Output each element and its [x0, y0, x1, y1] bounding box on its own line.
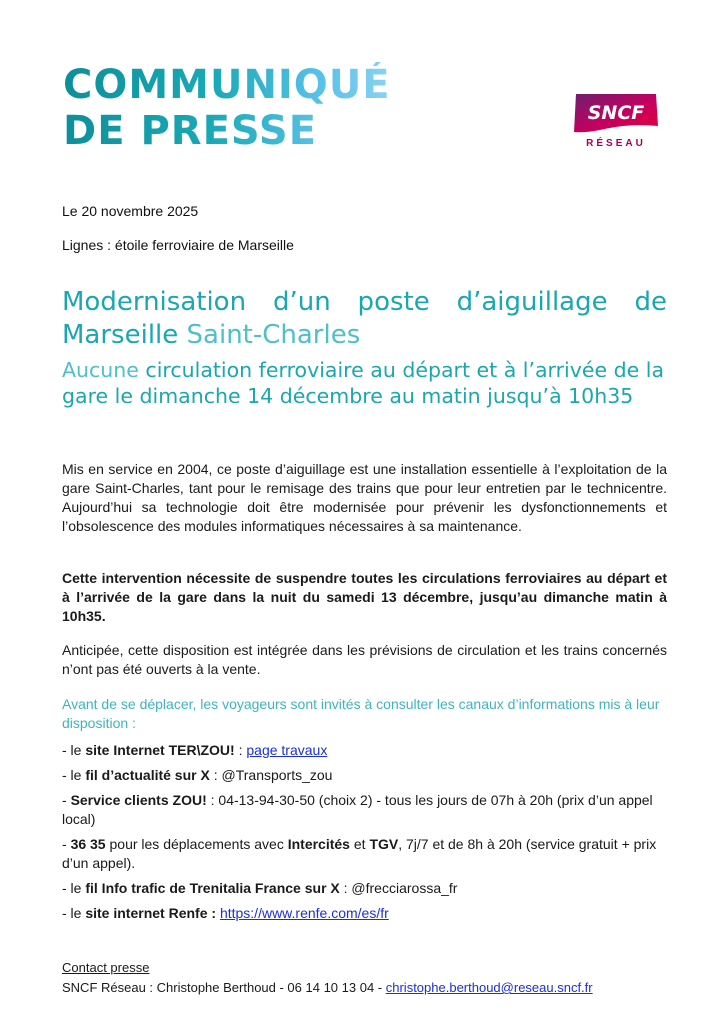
contact-line: SNCF Réseau : Christophe Berthoud - 06 14 10 13 04 - christophe.berthoud@reseau.sncf.fr [62, 980, 593, 995]
list-item: - le site internet Renfe : https://www.renfe.com/es/fr [62, 905, 389, 921]
article-subtitle [62, 357, 667, 409]
renfe-link[interactable]: https://www.renfe.com/es/fr [219, 905, 389, 921]
press-contact [62, 958, 593, 998]
paragraph-anticipation: Anticipée, cette disposition est intégrée dans les prévisions de circulation et les trains concernés n’ont pas été ouverts à la vente. [62, 642, 667, 677]
title-light: Saint-Charles [186, 320, 361, 350]
contact-label: Contact presse [62, 960, 150, 975]
sncf-reseau-logo [570, 92, 662, 149]
paragraph-intervention: Cette intervention nécessite de suspendre toutes les circulations ferroviaires au départ et à l’arrivée de la gare dans la nuit du samedi 13 décembre, jusqu’au dimanche matin à 10h35. [62, 570, 667, 624]
logo-brand-text: SNCF [587, 102, 645, 124]
paragraph-travel-advice: Avant de se déplacer, les voyageurs sont invités à consulter les canaux d’informations mis à leur disposition : [62, 696, 660, 731]
list-item: - le fil Info trafic de Trenitalia France sur X : @frecciarossa_fr [62, 880, 458, 896]
subtitle-light: Aucune [62, 358, 139, 382]
release-date: Le 20 novembre 2025 [62, 203, 199, 219]
title-main: Modernisation d’un poste d’aiguillage de Marseille [62, 287, 667, 350]
article-title [62, 286, 667, 352]
list-item: - 36 35 pour les déplacements avec Intercités et TGV, 7j/7 et de 8h à 20h (service gratuit + prix d’un appel). [62, 836, 657, 871]
info-channels-list [62, 741, 667, 929]
list-item: - le site Internet TER\ZOU! : page travaux [62, 742, 328, 758]
list-item: - le fil d’actualité sur X : @Transports_zou [62, 767, 333, 783]
sncf-logo-icon [570, 92, 662, 134]
contact-email-link[interactable]: christophe.berthoud@reseau.sncf.fr [385, 980, 593, 995]
press-release-heading [63, 62, 391, 154]
logo-subtitle: RÉSEAU [586, 138, 646, 149]
heading-line-1: COMMUNIQUÉ [63, 62, 391, 108]
page-travaux-link[interactable]: page travaux [246, 742, 328, 758]
list-item: - Service clients ZOU! : 04-13-94-30-50 (choix 2) - tous les jours de 07h à 20h (prix d’un appel local) [62, 792, 653, 827]
heading-line-2: DE PRESSE [63, 108, 391, 154]
lines-info: Lignes : étoile ferroviaire de Marseille [62, 237, 294, 253]
subtitle-rest: circulation ferroviaire au départ et à l’arrivée de la gare le dimanche 14 décembre au matin jusqu’à 10h35 [62, 358, 665, 408]
paragraph-intro: Mis en service en 2004, ce poste d’aiguillage est une installation essentielle à l’exploitation de la gare Saint-Charles, tant pour le remisage des trains que pour leur entretien par le technicentre. Aujourd’hui sa technologie doit être modernisée pour prévenir les dysfonctionnements et l’obsolescence des modules informatiques nécessaires à sa maintenance. [62, 461, 667, 534]
